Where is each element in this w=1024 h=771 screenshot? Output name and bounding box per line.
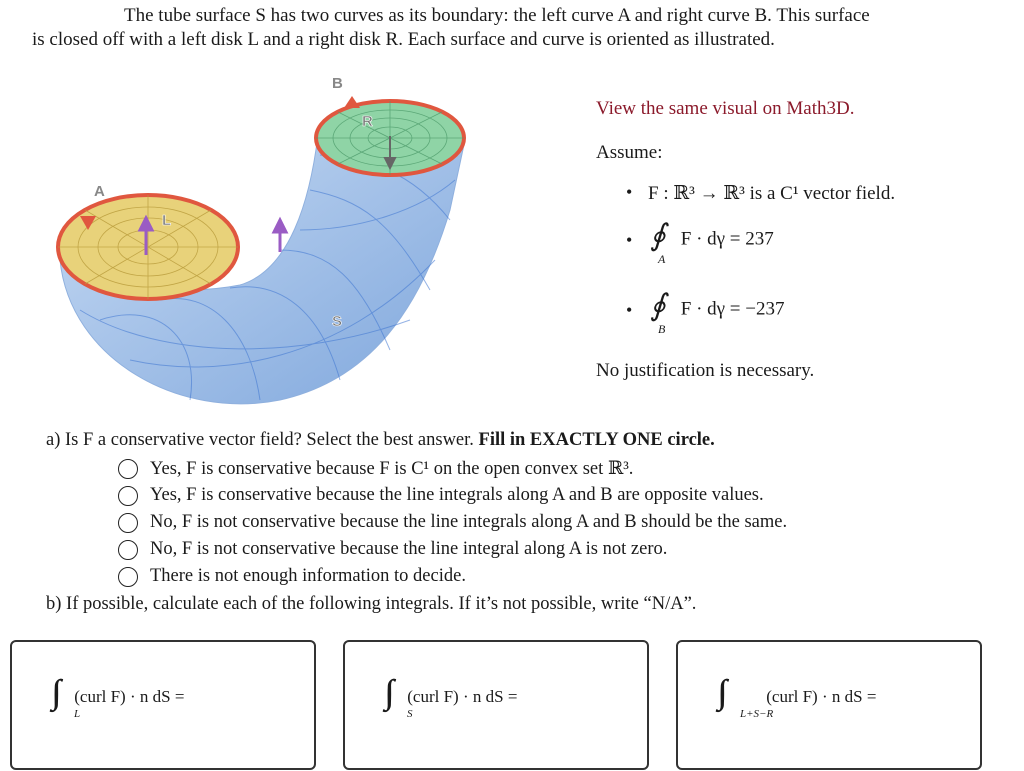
tube-surface-figure	[40, 60, 580, 420]
integrand-L: (curl F) · n dS =	[74, 687, 185, 706]
intro-line-1: The tube surface S has two curves as its boundary: the left curve A and right curve B. This surface	[124, 5, 870, 26]
normal-arrow-S	[274, 220, 286, 252]
math3d-link[interactable]: View the same visual on Math3D.	[596, 98, 855, 119]
label-S: S	[332, 313, 343, 330]
label-R: R	[362, 113, 373, 130]
intro-line-2: is closed off with a left disk L and a right disk R. Each surface and curve is oriented as illustrated.	[32, 29, 775, 50]
questions	[46, 430, 1006, 615]
answer-box-LSR[interactable]: L+S−R (curl F) · n dS =	[676, 640, 982, 770]
radio-circle-1[interactable]	[118, 459, 138, 479]
radio-circle-4[interactable]	[118, 540, 138, 560]
intro-text	[32, 4, 932, 52]
option-4[interactable]: No, F is not conservative because the line integral along A is not zero.	[118, 536, 1006, 563]
integral-B-value: F · dγ = −237	[680, 298, 785, 320]
answer-box-S[interactable]: S (curl F) · n dS =	[343, 640, 649, 770]
part-a-instruction: Fill in EXACTLY ONE circle.	[478, 430, 715, 450]
part-b-prompt: b) If possible, calculate each of the following integrals. If it’s not possible, write “N/A”.	[46, 594, 697, 614]
tube-surface-illustration	[40, 60, 580, 420]
assume-label: Assume:	[596, 142, 663, 163]
assumption-c1-text: F : ℝ³ → ℝ³ is a C¹ vector field.	[648, 183, 896, 204]
option-1[interactable]: Yes, F is conservative because F is C¹ on the open convex set ℝ³.	[118, 455, 1006, 482]
label-B: B	[332, 75, 343, 92]
radio-circle-5[interactable]	[118, 567, 138, 587]
part-a-options	[118, 455, 1006, 590]
option-5[interactable]: There is not enough information to decide.	[118, 563, 1006, 590]
radio-circle-2[interactable]	[118, 486, 138, 506]
label-L: L	[162, 212, 172, 229]
boundary-arrow-B	[344, 96, 360, 108]
integral-A-value: F · dγ = 237	[680, 228, 774, 250]
part-a-prompt: a) Is F a conservative vector field? Select the best answer. Fill in EXACTLY ONE circle.	[46, 430, 715, 450]
option-3[interactable]: No, F is not conservative because the line integrals along A and B should be the same.	[118, 509, 1006, 536]
label-A: A	[94, 183, 105, 200]
radio-circle-3[interactable]	[118, 513, 138, 533]
integrand-S: (curl F) · n dS =	[407, 687, 518, 706]
integrand-LSR: (curl F) · n dS =	[766, 687, 877, 706]
option-2[interactable]: Yes, F is conservative because the line integrals along A and B are opposite values.	[118, 482, 1006, 509]
no-justification-note: No justification is necessary.	[596, 360, 815, 381]
assumptions-panel: View the same visual on Math3D. Assume: • F : ℝ³ → ℝ³ is a C¹ vector field. • ∮ A F · dγ = 237 • ∮ B F · dγ = −237 No justification is necessary.	[596, 98, 1016, 164]
answer-box-L[interactable]: L (curl F) · n dS =	[10, 640, 316, 770]
closed-integral-A: ∮ A	[650, 219, 666, 266]
closed-integral-B: ∮ B	[650, 289, 666, 336]
